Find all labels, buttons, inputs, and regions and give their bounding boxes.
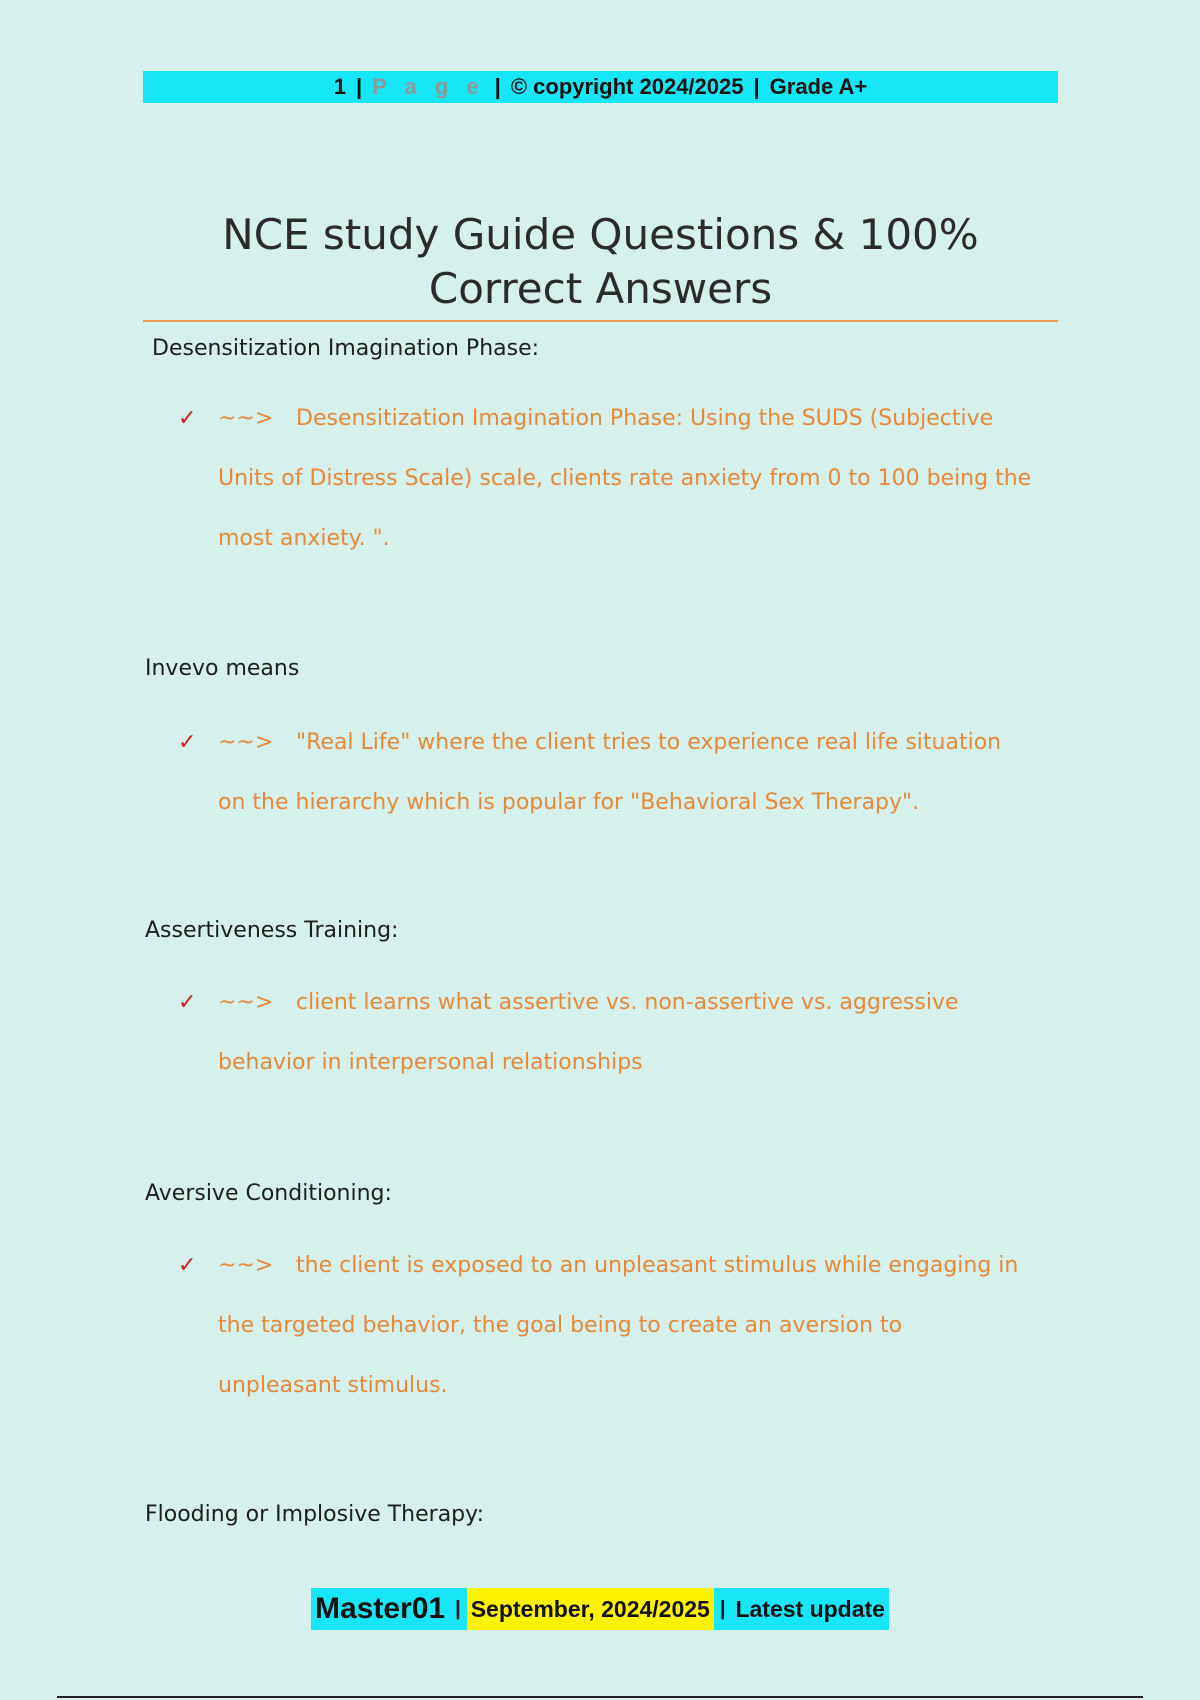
footer-separator: | (714, 1588, 732, 1630)
answer-line: behavior in interpersonal relationships (218, 1050, 643, 1075)
footer-update: Latest update (731, 1588, 889, 1630)
grade-text: Grade A+ (769, 74, 868, 99)
page-footer (0, 1588, 1200, 1630)
header-separator: | (355, 74, 363, 99)
arrow-marker: ~~> (218, 406, 274, 431)
header-separator: | (494, 74, 501, 99)
page-header (143, 71, 1058, 103)
question-flooding: Flooding or Implosive Therapy: (145, 1502, 484, 1527)
title-divider (143, 320, 1058, 322)
question-invevo: Invevo means (145, 656, 300, 681)
title-line-2: Correct Answers (428, 264, 773, 313)
check-icon: ✓ (178, 406, 197, 431)
bottom-divider (57, 1696, 1143, 1698)
title-line-1: NCE study Guide Questions & 100% (222, 210, 979, 259)
arrow-marker: ~~> (218, 730, 274, 755)
answer-line: most anxiety. ". (218, 526, 390, 551)
arrow-marker: ~~> (218, 1253, 274, 1278)
document-title (143, 208, 1058, 316)
answer-line: Units of Distress Scale) scale, clients rate anxiety from 0 to 100 being the (218, 466, 1032, 491)
page-number: 1 (333, 74, 346, 99)
check-icon: ✓ (178, 1253, 197, 1278)
copyright-text: © copyright 2024/2025 (510, 74, 744, 99)
check-icon: ✓ (178, 990, 197, 1015)
answer-line: on the hierarchy which is popular for "Behavioral Sex Therapy". (218, 790, 920, 815)
page-label: P a g e (372, 74, 485, 99)
answer-line: Desensitization Imagination Phase: Using the SUDS (Subjective (296, 406, 994, 431)
answer-desensitization (178, 389, 1058, 569)
question-aversive: Aversive Conditioning: (145, 1181, 392, 1206)
answer-assertiveness (178, 973, 1058, 1093)
footer-author: Master01 (311, 1588, 449, 1630)
arrow-marker: ~~> (218, 990, 274, 1015)
answer-line: "Real Life" where the client tries to experience real life situation (296, 730, 1002, 755)
check-icon: ✓ (178, 730, 197, 755)
footer-separator: | (449, 1588, 467, 1630)
answer-line: unpleasant stimulus. (218, 1373, 448, 1398)
question-desensitization: Desensitization Imagination Phase: (152, 336, 540, 361)
question-assertiveness: Assertiveness Training: (145, 918, 399, 943)
answer-aversive (178, 1236, 1058, 1416)
answer-line: the targeted behavior, the goal being to create an aversion to (218, 1313, 903, 1338)
header-separator: | (753, 74, 760, 99)
footer-date: September, 2024/2025 (467, 1588, 714, 1630)
answer-line: the client is exposed to an unpleasant stimulus while engaging in (296, 1253, 1019, 1278)
answer-invevo (178, 713, 1058, 833)
answer-line: client learns what assertive vs. non-assertive vs. aggressive (296, 990, 959, 1015)
